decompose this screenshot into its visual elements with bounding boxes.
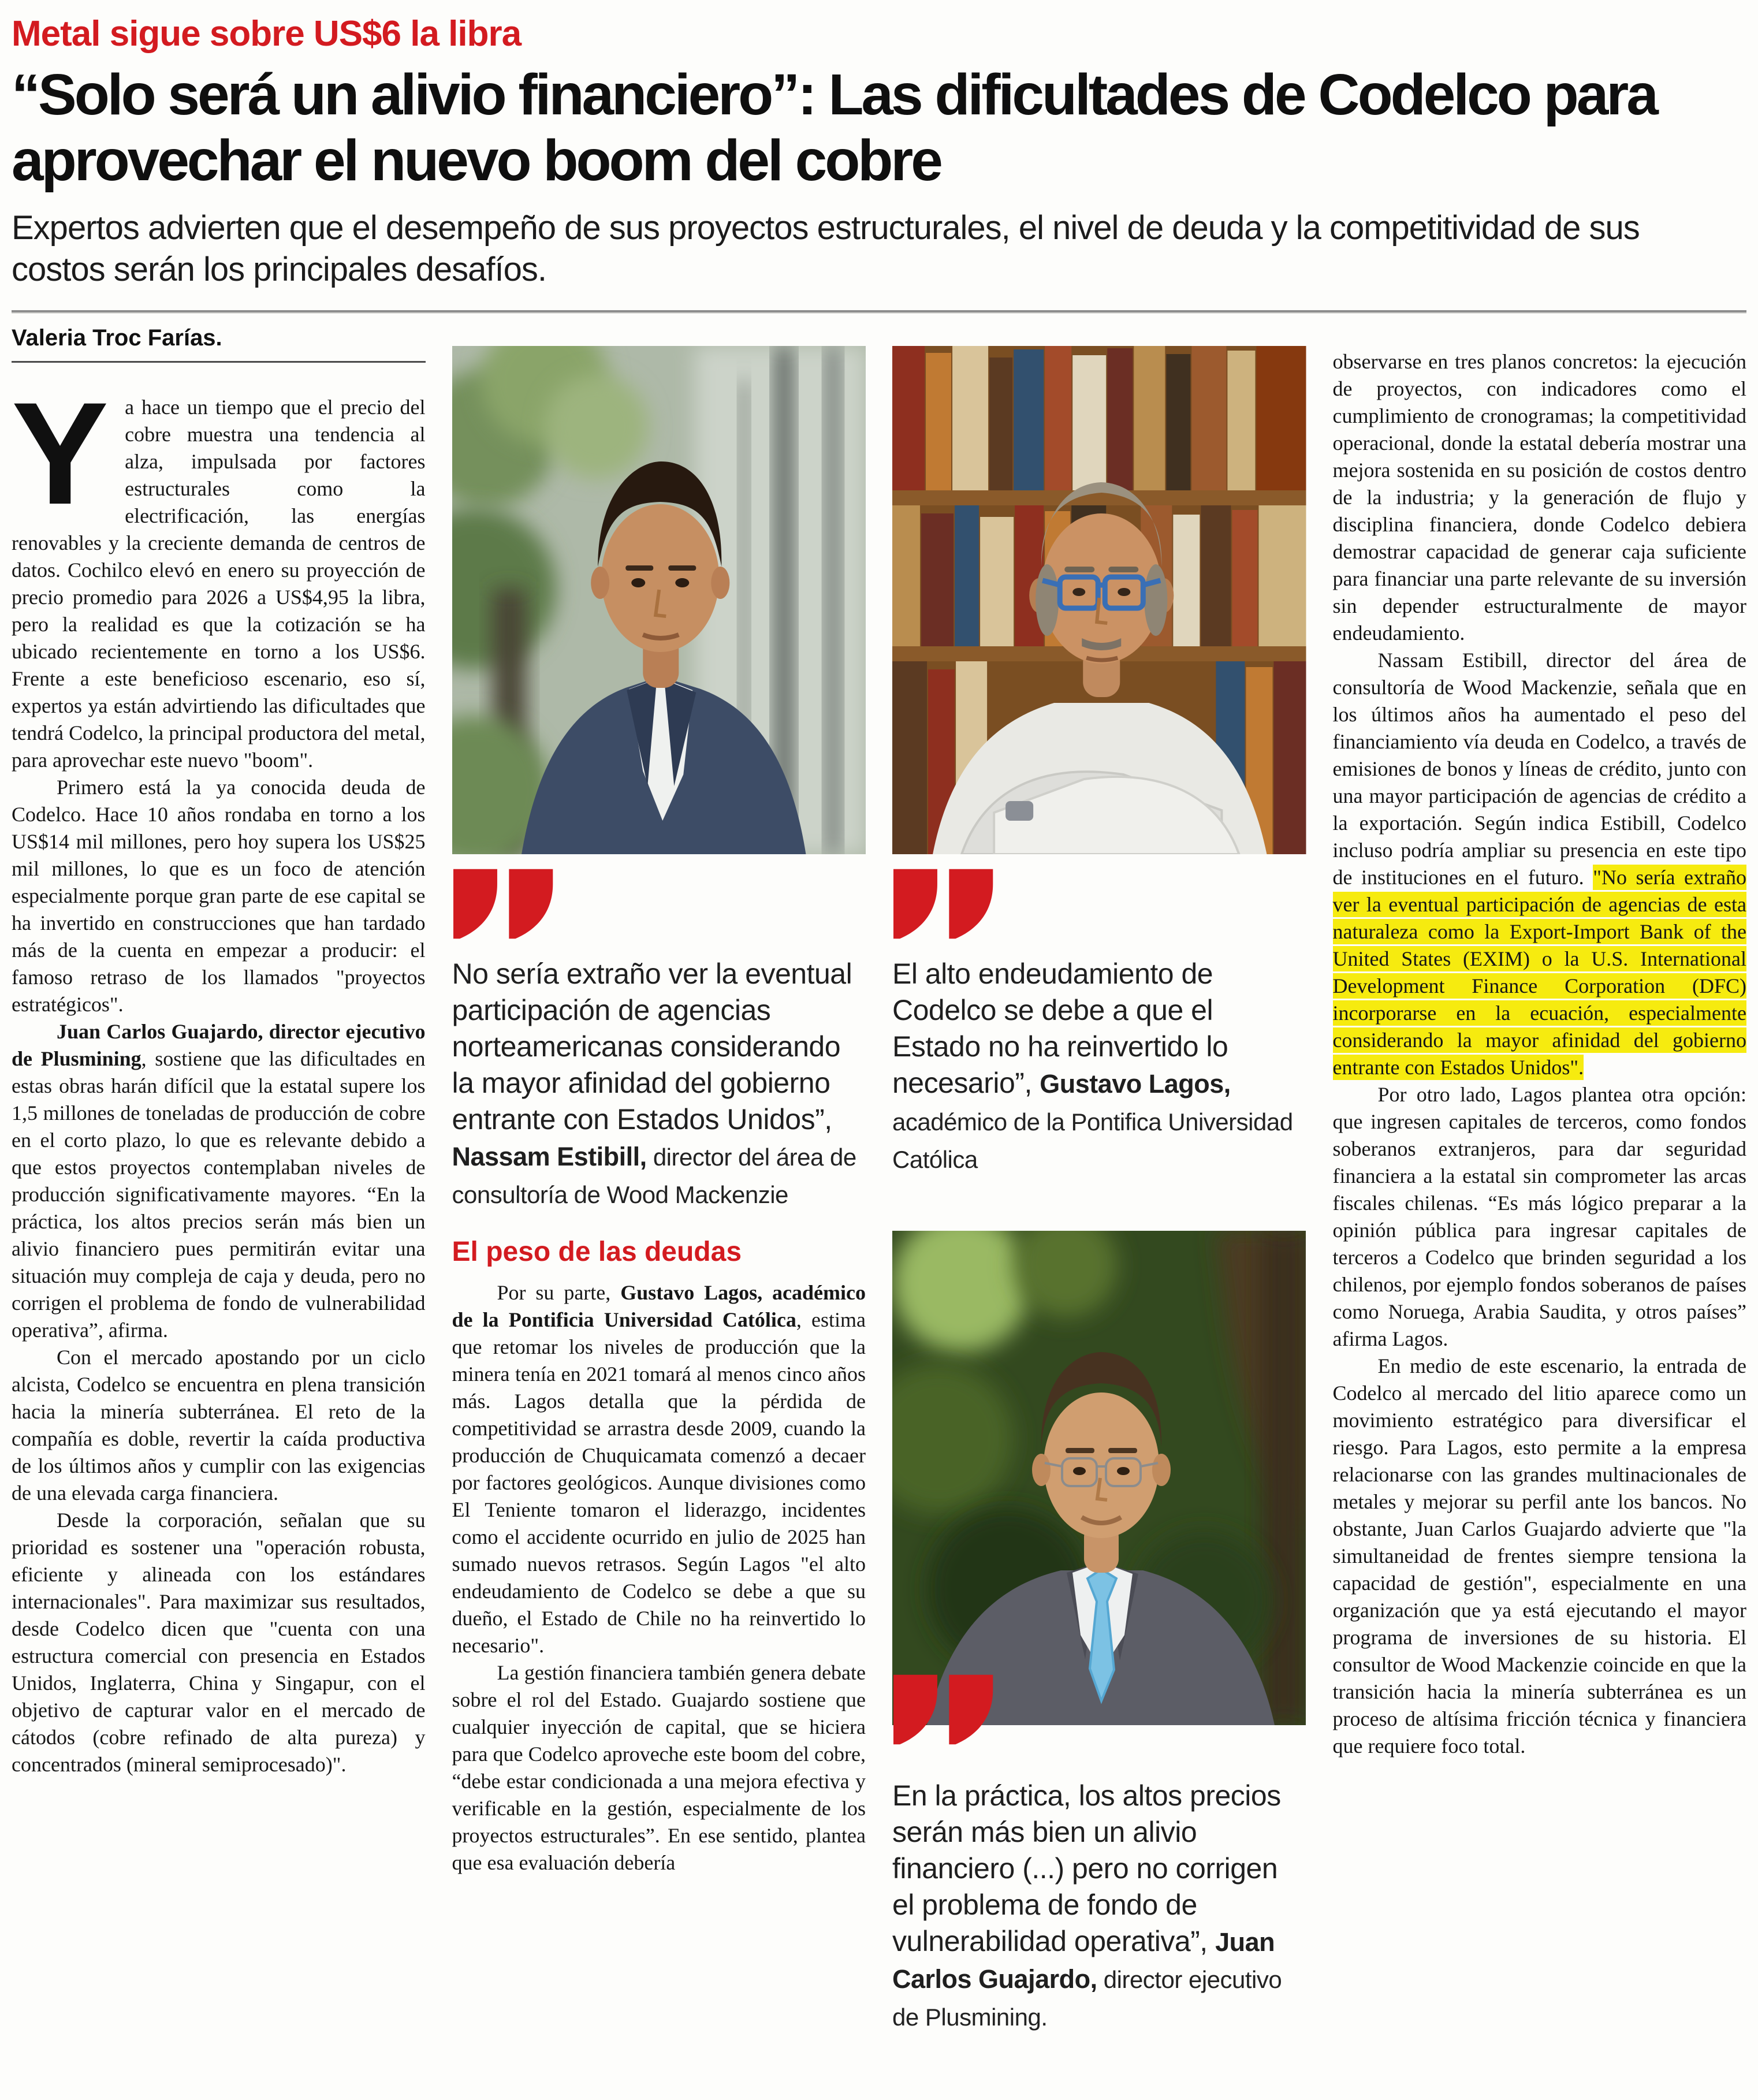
quote-mark-icon <box>453 868 866 940</box>
column-4 <box>1333 317 1747 2057</box>
pull-quote-name: Nassam Estibill, <box>452 1141 647 1171</box>
pull-quote-guajardo <box>892 1778 1306 2035</box>
byline: Valeria Troc Farías. <box>12 325 222 351</box>
paragraph: En medio de este escenario, la entrada de Codelco al mercado del litio aparece como un movimiento estratégico para diversificar el riesgo. Para Lagos, esto permite a la empresa relacionarse con las grandes multinacionales de metales y mejorar su perfil ante los bancos. No obstante, Juan Carlos Guajardo advierte que "la simultaneidad de frentes siempre tensiona la capacidad de gestión", especialmente en una organización que ya está ejecutando el mayor programa de inversiones de su historia. El consultor de Wood Mackenzie coincide en que la transición hacia la minería subterránea es un proceso de altísima fricción técnica y financiera que requiere foco total. <box>1332 1354 1746 1758</box>
paragraph-with-highlight <box>1333 647 1747 1081</box>
kicker: Metal sigue sobre US$6 la libra <box>12 14 522 54</box>
pull-quote-lagos <box>892 956 1306 1178</box>
pull-quote-text: El alto endeudamiento de Codelco se debe a que el Estado no ha reinvertido lo necesario”, <box>892 957 1228 1099</box>
highlighted-passage: "No sería extraño ver la eventual participación de agencias de esta naturaleza como la Export-Import Bank of the United States (EXIM) o la U.S. International Development Finance Corporation (DFC) incorporarse en la ecuación, especialmente considerando la mayor afinidad del gobierno entrante con Estados Unidos". <box>1332 865 1746 1079</box>
article-columns <box>12 317 1746 2057</box>
quote-mark-icon <box>893 868 1306 940</box>
article-header <box>12 15 1746 314</box>
quote-mark-icon <box>893 1674 995 1745</box>
paragraph: observarse en tres planos concretos: la ejecución de proyectos, con indicadores como el cumplimiento de cronogramas; la competitividad operacional, donde la estatal debería mostrar una mejora sostenida en su posición de costos dentro de la industria; y la generación de flujo y disciplina financiera, donde Codelco debiera demostrar capacidad de generar caja suficiente para financiar una parte relevante de su inversión sin depender estructuralmente de mayor endeudamiento. <box>1332 349 1746 645</box>
photo-nassam-estibill <box>452 346 866 854</box>
paragraph: Desde la corporación, señalan que su prioridad es sostener una "operación robusta, eficiente y alineada con los estándares internacionales". Para maximizar sus resultados, desde Codelco dicen que "cuenta con una estructura comercial con presencia en Estados Unidos, Inglaterra, China y Singapur, con el objetivo de capturar valor en el mercado de cátodos (cobre refinado de alta pureza) y concentrados (mineral semiprocesado)". <box>12 1508 426 1776</box>
subheadline: Expertos advierten que el desempeño de sus proyectos estructurales, el nivel de deuda y la competitividad de sus costos serán los principales desafíos. <box>12 209 1640 288</box>
column-2 <box>452 317 866 2057</box>
bold-lead-in: Juan Carlos Guajardo, director ejecutivo de Plusmining <box>12 1019 426 1070</box>
photo-juan-carlos-guajardo <box>892 1231 1306 1728</box>
pull-quote-role: director del área de consultoría de Wood Mackenzie <box>452 1143 856 1208</box>
pull-quote-text: En la práctica, los altos precios serán más bien un alivio financiero (...) pero no corrigen el problema de fondo de vulnerabilidad operativa”, <box>892 1779 1281 1957</box>
pull-quote-text: No sería extraño ver la eventual participación de agencias norteamericanas considerando la mayor afinidad del gobierno entrante con Estados Unidos”, <box>452 957 852 1135</box>
paragraph-text: Por su parte, <box>497 1280 621 1304</box>
paragraph <box>12 1018 426 1344</box>
pull-quote-estibill <box>452 956 866 1213</box>
paragraph <box>452 1279 866 1659</box>
bold-lead-in: Gustavo Lagos, académico de la Pontificia Universidad Católica <box>452 1280 866 1331</box>
paragraph-text: , estima que retomar los niveles de producción que la minera tenía en 2021 tomará al menos cinco años más. Lagos detalla que la pérdida de competitividad se arrastra desde 2009, cuando la producción de Chuquicamata comenzó a decaer por factores geológicos. Aunque divisiones como El Teniente tomaron el liderazgo, incidentes como el accidente ocurrido en julio de 2025 han sumado nuevos retrasos. Según Lagos "el alto endeudamiento de Codelco se debe a que su dueño, el Estado de Chile no ha reinvertido lo necesario". <box>452 1308 866 1657</box>
pull-quote-role: director ejecutivo de Plusmining. <box>892 1965 1282 2031</box>
pull-quote-name: Gustavo Lagos, <box>1040 1068 1231 1099</box>
section-subhead: El peso de las deudas <box>452 1236 742 1267</box>
paragraph: Primero está la ya conocida deuda de Codelco. Hace 10 años rondaba en torno a los US$14 mil millones, pero hoy supera los US$25 mil millones, lo que es un foco de atención especialmente porque gran parte de ese capital se ha invertido en construcciones que han tardado más de la cuenta en empezar a producir: el famoso retraso de los llamados "proyectos estratégicos". <box>12 775 426 1016</box>
paragraph <box>12 372 426 774</box>
pull-quote-role: académico de la Pontifica Universidad Católica <box>892 1108 1293 1173</box>
byline-block <box>12 317 426 363</box>
column-3 <box>892 317 1306 2057</box>
portrait-man-blue-tie-foliage <box>892 1231 1306 1725</box>
paragraph-text: Nassam Estibill, director del área de consultoría de Wood Mackenzie, señala que en los últimos años ha aumentado el peso del financiamiento vía deuda en Codelco, a través de emisiones de bonos y líneas de crédito, junto con una mayor participación de agencias de crédito a la exportación. Según indica Estibill, Codelco incluso podría ampliar su presencia en este tipo de instituciones en el futuro. <box>1332 648 1746 889</box>
drop-cap: Y <box>12 372 109 535</box>
paragraph: La gestión financiera también genera debate sobre el rol del Estado. Guajardo sostiene que cualquier inyección de capital, que se hiciera para que Codelco aproveche este boom del cobre, “debe estar condicionada a una mejora efectiva y verificable en la gestión, especialmente de los proyectos estructurales”. En ese sentido, plantea que esa evaluación debería <box>452 1660 866 1874</box>
paragraph: Por otro lado, Lagos plantea otra opción: que ingresen capitales de terceros, como fondos soberanos extranjeros, para dar seguridad financiera a la estatal sin comprometer las arcas fiscales chilenas. “Es más lógico preparar a la opinión pública para ingresar capitales de terceros a Codelco que brinden seguridad a los chilenos, por ejemplo fondos soberanos de países como Noruega, Arabia Saudita, y otros países” afirma Lagos. <box>1332 1082 1746 1350</box>
column-1 <box>12 317 426 2057</box>
paragraph-text: , sostiene que las dificultades en estas obras harán difícil que la estatal supere los 1,5 millones de toneladas de producción de cobre en el corto plazo, lo que es relevante debido a que estos proyectos contemplaban niveles de producción significativamente mayores. “En la práctica, los altos precios serán más bien un alivio financiero pues permitirán evitar una situación muy compleja de caja y deuda, pero no corrigen el problema de fondo de vulnerabilidad operativa”, afirma. <box>12 1047 426 1342</box>
headline: “Solo será un alivio financiero”: Las dificultades de Codelco para aprovechar el nuevo boom del cobre <box>12 62 1656 193</box>
pull-quote-name: Juan Carlos Guajardo, <box>892 1927 1275 1994</box>
portrait-man-glasses-bookshelf <box>892 346 1306 854</box>
portrait-outdoor-man-navy-suit <box>452 346 866 854</box>
paragraph: Con el mercado apostando por un ciclo alcista, Codelco se encuentra en plena transición hacia la minería subterránea. El reto de la compañía es doble, revertir la caída productiva de los últimos años y cumplir con las exigencias de una elevada carga financiera. <box>12 1345 426 1505</box>
header-divider <box>12 310 1746 314</box>
photo-gustavo-lagos <box>892 346 1306 854</box>
paragraph-text: a hace un tiempo que el precio del cobre muestra una tendencia al alza, impulsada por factores estructurales como la electrificación, las energías renovables y la creciente demanda de centros de datos. Cochilco elevó en enero su proyección de precio promedio para 2026 a US$4,95 la libra, pero la realidad es que la cotización se ha ubicado recientemente en torno a los US$6. Frente a este beneficioso escenario, eso sí, expertos ya están advirtiendo las dificultades que tendrá Codelco, la principal productora del metal, para aprovechar este nuevo "boom". <box>12 395 426 772</box>
